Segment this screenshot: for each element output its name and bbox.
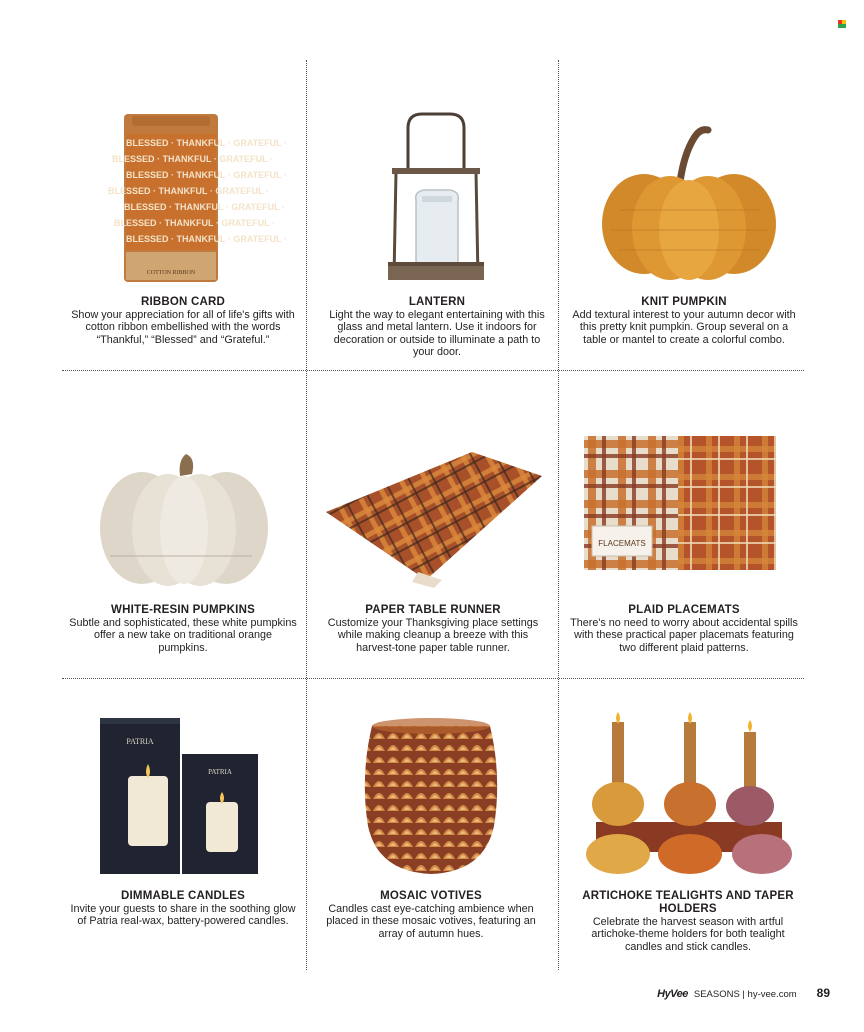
- table-runner-image: [322, 448, 544, 590]
- lantern-entry: [322, 296, 552, 359]
- ribbon-brand-label: COTTON RIBBON: [146, 270, 196, 276]
- mosaic-votive-image: [358, 716, 504, 876]
- product-title: WHITE-RESIN PUMPKINS: [111, 604, 255, 616]
- artichoke-holders-image: [584, 712, 798, 880]
- ribbon-text-line: BLESSED · THANKFUL · GRATEFUL ·: [126, 234, 287, 244]
- page-number: 89: [816, 986, 830, 1000]
- product-description: Customize your Thanksgiving place settings while making cleanup a breeze with this harvest-tone paper table runner.: [327, 617, 539, 654]
- product-description: Celebrate the harvest season with artful artichoke-theme holders for both tealight candles and stick candles.: [591, 916, 785, 953]
- ribbon-text-line: BLESSED · THANKFUL · GRATEFUL ·: [124, 202, 285, 212]
- knit-pumpkin-entry: [569, 296, 799, 346]
- grid-divider: [558, 60, 559, 970]
- ribbon-card-image: [108, 112, 287, 284]
- ribbon-text-line: BLESSED · THANKFUL · GRATEFUL ·: [126, 138, 287, 148]
- product-title: MOSAIC VOTIVES: [380, 890, 482, 902]
- dimmable-candles-entry: [68, 890, 298, 928]
- white-pumpkin-image: [96, 450, 272, 588]
- product-description: Show your appreciation for all of life's gifts with cotton ribbon embellished with the words “Thankful,” “Blessed” and “Grateful.”: [71, 309, 295, 346]
- product-title: KNIT PUMPKIN: [641, 296, 727, 308]
- dimmable-candles-image: [98, 714, 260, 876]
- publication-name: SEASONS | hy-vee.com: [693, 989, 797, 1000]
- product-title: RIBBON CARD: [141, 296, 225, 308]
- product-description: There's no need to worry about accidental spills with these practical paper placemats featuring two different plaid patterns.: [570, 617, 798, 654]
- product-description: Add textural interest to your autumn decor with this pretty knit pumpkin. Group several on a table or mantel to create a colorful combo.: [572, 309, 796, 346]
- product-description: Candles cast eye-catching ambience when placed in these mosaic votives, featuring an array of autumn hues.: [326, 903, 536, 940]
- placemats-label: FLACEMATS: [598, 539, 646, 548]
- ribbon-text-line: BLESSED · THANKFUL · GRATEFUL ·: [112, 154, 273, 164]
- grid-divider: [62, 370, 804, 371]
- table-runner-entry: [318, 604, 548, 654]
- candle-brand-label: PATRIA: [126, 737, 154, 746]
- page-footer: [657, 986, 830, 1000]
- ribbon-text-line: BLESSED · THANKFUL · GRATEFUL ·: [126, 170, 287, 180]
- ribbon-card-entry: [68, 296, 298, 346]
- ribbon-text-line: BLESSED · THANKFUL · GRATEFUL ·: [108, 186, 269, 196]
- ribbon-text-line: BLESSED · THANKFUL · GRATEFUL ·: [114, 218, 275, 228]
- hyvee-logo: HyVee: [657, 988, 688, 1000]
- product-title: LANTERN: [408, 296, 466, 308]
- product-title: PLAID PLACEMATS: [628, 604, 740, 616]
- plaid-placemats-entry: [569, 604, 799, 654]
- grid-divider: [306, 60, 307, 970]
- grid-divider: [62, 678, 804, 679]
- product-title: PAPER TABLE RUNNER: [365, 604, 501, 616]
- lantern-image: [384, 110, 488, 282]
- product-title: DIMMABLE CANDLES: [121, 890, 245, 902]
- placemats-image: [584, 436, 776, 570]
- product-description: Subtle and sophisticated, these white pumpkins offer a new take on traditional orange pumpkins.: [69, 617, 297, 654]
- color-registration-mark: [838, 20, 846, 28]
- knit-pumpkin-image: [600, 120, 778, 280]
- mosaic-votives-entry: [316, 890, 546, 940]
- product-description: Light the way to elegant entertaining with this glass and metal lantern. Use it indoors for decoration or outside to illuminate a path to your door.: [329, 309, 545, 359]
- white-pumpkins-entry: [68, 604, 298, 654]
- product-title: ARTICHOKE TEALIGHTS AND TAPER HOLDERS: [582, 890, 794, 915]
- product-description: Invite your guests to share in the soothing glow of Patria real-wax, battery-powered candles.: [70, 903, 296, 928]
- candle-brand-label: PATRIA: [208, 768, 232, 776]
- artichoke-holders-entry: [573, 890, 803, 953]
